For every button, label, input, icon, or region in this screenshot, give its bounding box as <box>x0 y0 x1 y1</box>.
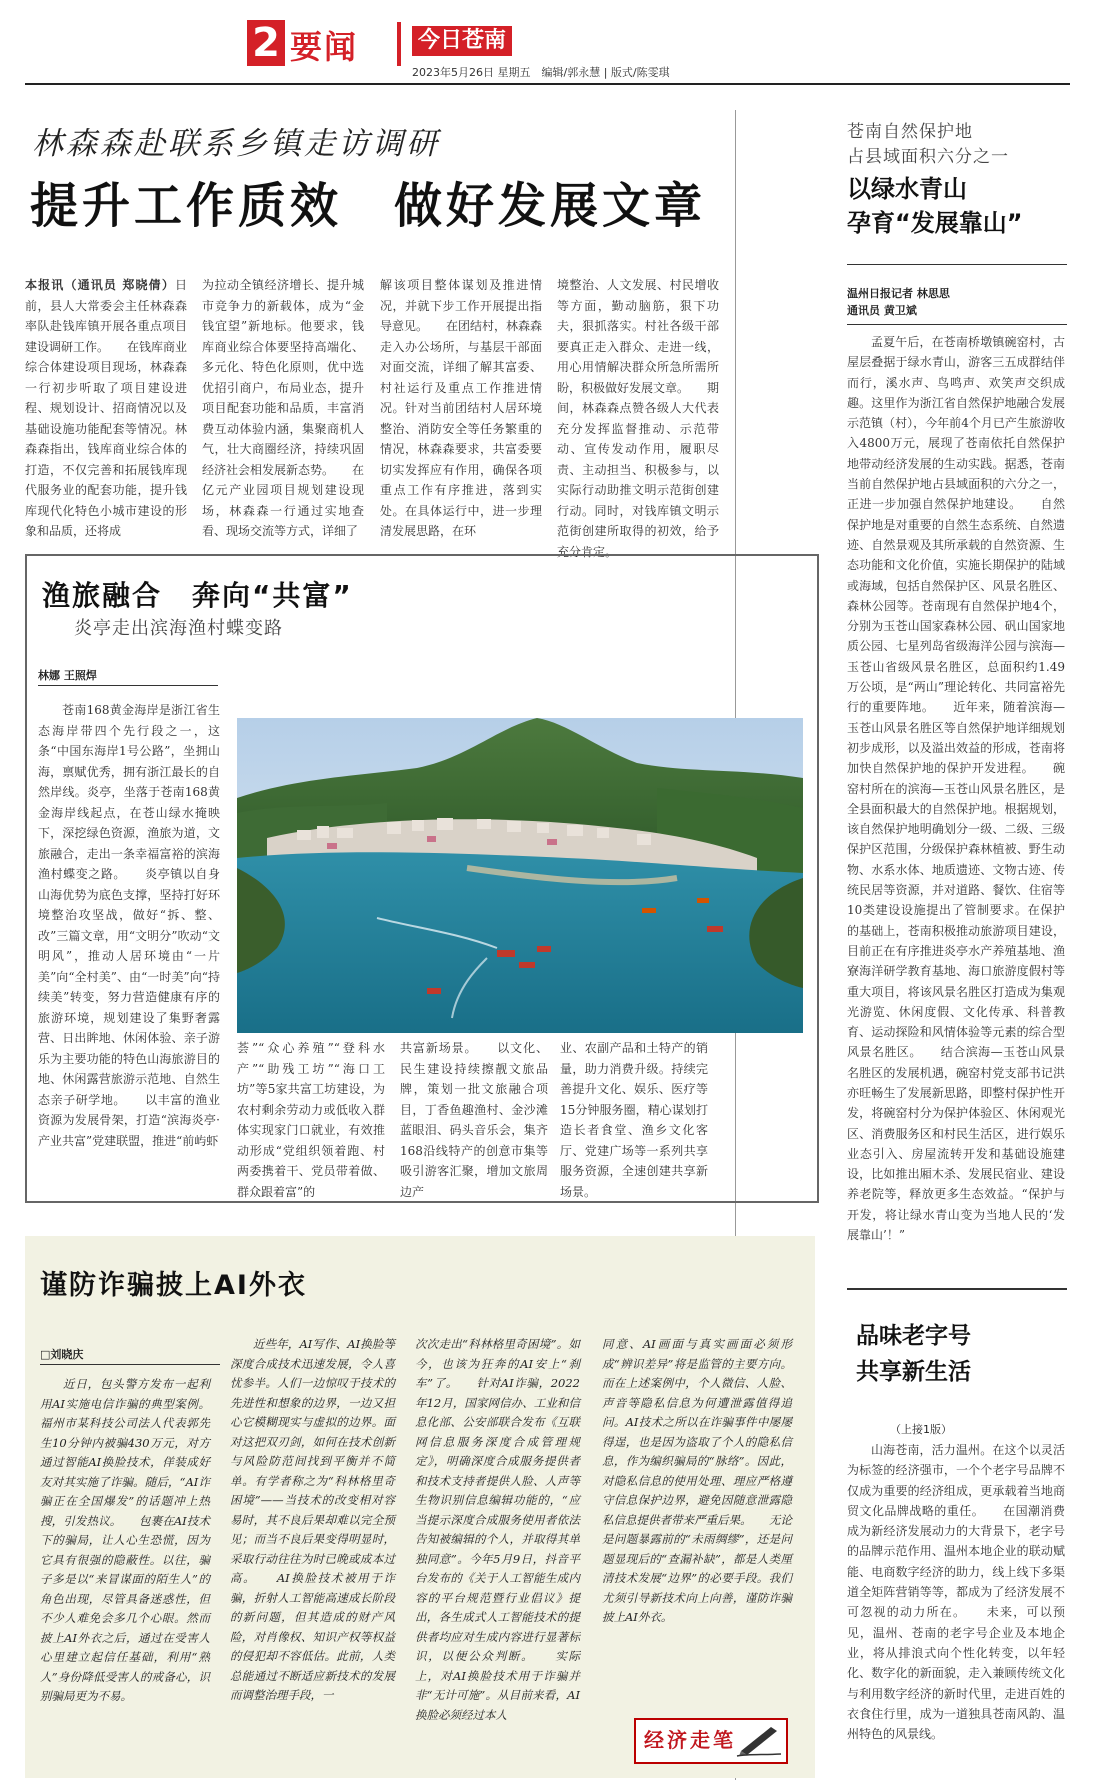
lead-col4-text: 境整治、人文发展、村民增收等方面，勤动脑筋，狠下功夫，狠抓落实。村社各级干部要真正走入群众、走进一线，用心用情解决群众所急所需所盼，积极做好发展文章。 期间，林森森点赞各级人大代表充分发挥监督推动、示范带动、宣传发动作用，履职尽责、主动担当、积极参与，以实际行动助推文明示范街创建行动。同时，对钱库镇文明示范街创建所取得的初效，给予充分肯定。 <box>557 278 720 559</box>
opinion-byline: □刘晓庆 <box>40 1348 84 1361</box>
feature-column-4 <box>560 1038 708 1199</box>
opinion-col2-text: 近些年，AI写作、AI换脸等深度合成技术迅速发展，令人喜忧参半。人们一边惊叹于技术的先进性和想象的边界，一边又担心它模糊现实与虚拟的边界。面对这把双刃剑，如何在技术创新与风险防范间找到平衡并不简单。有学者称之为“科林格里奇困境”——当技术的改变相对容易时，其不良后果却难以完全预见；而当不良后果变得明显时，采取行动往往为时已晚或成本过高。 AI换脸技术被用于诈骗，折射人工智能高速成长阶段的新问题，但其造成的财产风险，对肖像权、知识产权等权益的侵犯却不容低估。此前，人类总能通过不断适应新技术的发展而调整治理手段，一 <box>230 1337 395 1702</box>
side2-body-text: 山海苍南，活力温州。在这个以灵活为标签的经济强市，一个个老字号品牌不仅成为重要的经济组成，更承载着当地商贸文化品牌战略的重任。 在国潮消费成为新经济发展动力的大背景下，老字号的品牌示范作用、温州本地企业的联动赋能、电商数字经济的助力，线上线下多渠道全矩阵营销等等，都成为了经济发展不可忽视的动力所在。 未来，可以预见，温州、苍南的老字号企业及本地企业，将从排浪式向个性化转变，以年轻化、数字化的新面貌，走入兼顾传统文化与利用数字经济的新时代里，走进百姓的衣食住行里，成为一道独具苍南风韵、温州特色的风景线。 <box>847 1443 1065 1742</box>
opinion-byline-rule <box>40 1364 220 1365</box>
feature-col4-text: 业、农副产品和土特产的销量，助力消费升级。持续完善提升文化、娱乐、医疗等15分钟服务圈，精心谋划打造长者食堂、渔乡文化客厅、党建广场等一系列共享服务资源，全速创建共享新场景。 <box>560 1041 708 1199</box>
lead-column-1 <box>25 275 188 538</box>
feature-byline: 林娜 王照焊 <box>38 669 97 682</box>
pen-icon <box>735 1721 783 1757</box>
side1-body-text: 孟夏午后，在苍南桥墩镇碗窑村，古屋层叠据于绿水青山，游客三五成群结伴而行，溪水声、鸟鸣声、欢笑声交织成趣。这里作为浙江省自然保护地融合发展示范镇（村），今年前4个月已产生旅游收入4800万元，展现了苍南依托自然保护地带动经济发展的生动实践。据悉，苍南当前自然保护地占县域面积的六分之一，正进一步加强自然保护地建设。 自然保护地是对重要的自然生态系统、自然遗迹、自然景观及其所承载的自然资源、生态功能和文化价值，实施长期保护的陆域或海域，包括自然保护区、风景名胜区、森林公园等。苍南现有自然保护地4个，分别为玉苍山国家森林公园、矾山国家地质公园、七星列岛省级海洋公园与滨海—玉苍山省级风景名胜区，总面积约1.49万公顷，是“两山”理论转化、共同富裕先行的重要阵地。 近年来，随着滨海—玉苍山风景名胜区等自然保护地详细规划初步成形，以及溢出效益的形成，苍南将加快自然保护地的保护开发进程。 碗窑村所在的滨海—玉苍山风景名胜区，是全县面积最大的自然保护地。根据规划，该自然保护地明确划分一级、二级、三级保护区范围，分级保护森林植被、野生动物、水系水体、地质遗迹、文物古迹、传统民居等资源，并对道路、餐饮、住宿等10类建设设施提出了管制要求。在保护的基础上，苍南积极推动旅游项目建设，目前正在有序推进炎亭水产养殖基地、渔寮海洋研学教育基地、海口旅游度假村等重大项目，将该风景名胜区打造成为集观光游览、休闲度假、文化传承、科普教育、运动探险和风情体验等元素的综合型风景名胜区。 结合滨海—玉苍山风景名胜区的发展机遇，碗窑村党支部书记洪亦旺畅生了发展新思路，即整村保护性开发，将碗窑村分为保护体验区、休闲观光区、消费服务区和村民生活区，进行娱乐业态引入、房屋流转开发和基础设施建设，比如推出厢木杀、发展民宿业、建设养老院等，释放更多生态效益。“保护与开发，将让绿水青山变为当地人民的‘发展靠山’！” <box>847 335 1065 1243</box>
continued-label: （上接1版） <box>890 1423 952 1436</box>
side1-byline: 温州日报记者 林思思 通讯员 黄卫斌 <box>847 287 950 317</box>
opinion-col3-text: 次次走出“科林格里奇困境”。如今，也该为狂奔的AI安上“刹车”了。 针对AI诈骗，2022年12月，国家网信办、工业和信息化部、公安部联合发布《互联网信息服务深度合成管理规定》，明确深度合成服务提供者和技术支持者提供人脸、人声等生物识别信息编辑功能的，“应当提示深度合成服务使用者依法告知被编辑的个人，并取得其单独同意”。今年5月9日，抖音平台发布的《关于人工智能生成内容的平台规范暨行业倡议》提出，各生成式人工智能技术的提供者均应对生成内容进行显著标识，以便公众判断。 实际上，对AI换脸技术用于诈骗并非“无计可施”。从目前来看，AI换脸必须经过本人 <box>415 1337 580 1722</box>
feature-col2-text: 荟”“众心养殖”“登科水产”“助残工坊”“海口工坊”等5家共富工坊建设，为农村剩余劳动力或低收入群体实现家门口就业，有效推动形成“党组织领着跑、村两委携着干、党员带着做、群众跟着富”的 <box>237 1041 385 1199</box>
feature-col3-text: 共富新场景。 以文化、民生建设持续擦靓文旅品牌，策划一批文旅融合项目，丁香鱼趣渔村、金沙滩蓝眼泪、码头音乐会，集齐168沿线特产的创意市集等吸引游客汇聚，增加文旅周边产 <box>400 1041 548 1199</box>
opinion-column-1 <box>40 1375 210 1770</box>
opinion-column-4 <box>602 1335 792 1710</box>
feature-byline-rule <box>38 685 218 686</box>
lead-column-4 <box>557 275 720 559</box>
lead-col2-text: 为拉动全镇经济增长、提升城市竞争力的新载体，成为“金钱宜望”新地标。他要求，钱库商业综合体要坚持高端化、多元化、特色化原则，优中选优招引商户，布局业态，提升项目配套功能和品质，丰富消费互动体验内涵，集聚商机人气，壮大商圈经济，持续巩固经济社会相发展新态势。 在亿元产业园项目规划建设现场，林森森一行通过实地查看、现场交流等方式，详细了 <box>202 278 365 538</box>
lead-col3-text: 解该项目整体谋划及推进情况，并就下步工作开展提出指导意见。 在团结村，林森森走入办公场所，与基层干部面对面交流，详细了解其富委、村社运行及重点工作推进情况。针对当前团结村人居环境整治、消防安全等任务繁重的情况，林森森要求，共富委要切实发挥应有作用，确保各项重点工作有序推进，落到实处。在具体运行中，进一步理清发展思路，在环 <box>380 278 543 538</box>
side1-title: 以绿水青山 孕育“发展靠山” <box>847 175 1023 237</box>
header-rule <box>25 83 1070 85</box>
lead-subtitle: 林森森赴联系乡镇走访调研 <box>32 126 440 162</box>
feature-col1-text: 苍南168黄金海岸是浙江省生态海岸带四个先行段之一，这条“中国东海岸1号公路”，坐拥山海，禀赋优秀，拥有浙江最长的自然岸线。炎亭，坐落于苍南168黄金海岸线起点，在苍山绿水掩映下，深挖绿色资源，渔旅为道，文旅融合，走出一条幸福富裕的滨海渔村蝶变之路。 炎亭镇以自身山海优势为底色支撑，坚持打好环境整治攻坚战，做好“拆、整、改”三篇文章，用“文明分”吹动“文明风”，推动人居环境由“一片美”向“全村美”、由“一时美”向“持续美”转变，努力营造健康有序的旅游环境，规划建设了集野奢露营、日出眸地、休闲体验、亲子游乐为主要功能的特色山海旅游目的地、休闲露营旅游示范地、自然生态亲子研学地。 以丰富的渔业资源为发展骨架，打造“滨海炎亭·产业共富”党建联盟，推进“前屿虾 <box>38 703 220 1148</box>
side-separator <box>847 1288 1067 1290</box>
side1-rule-bottom <box>847 324 1067 325</box>
feature-column-1 <box>38 700 220 1190</box>
opinion-col1-text: 近日，包头警方发布一起利用AI实施电信诈骗的典型案例。福州市某科技公司法人代表郭先生10分钟内被骗430万元，对方通过智能AI换脸技术，佯装成好友对其实施了诈骗。随后，“AI诈骗正在全国爆发”的话题冲上热搜，引发热议。 包裹在AI技术下的骗局，让人心生恐慌，因为它具有很强的隐蔽性。以往，骗子多是以“来冒谋面的陌生人”的角色出现，尽管具备迷惑性，但不少人难免会多几个心眼。然而披上AI外衣之后，通过在受害人心里建立起信任基础，利用“熟人”身份降低受害人的戒备心，识别骗局更为不易。 <box>40 1377 210 1703</box>
lead-column-2 <box>202 275 365 538</box>
opinion-column-3 <box>415 1335 580 1770</box>
opinion-title: 谨防诈骗披上AI外衣 <box>40 1270 307 1301</box>
brand-title: 今日苍南 <box>412 26 512 56</box>
lead-title: 提升工作质效 做好发展文章 <box>30 178 707 234</box>
lead-col1-text: 日前，县人大常委会主任林森森率队赴钱库镇开展各重点项目建设调研工作。 在钱库商业综合体建设项目现场，林森森一行初步听取了项目建设进程、规划设计、招商情况以及基础设施功能配套等情况。林森森指出，钱库商业综合体的打造，不仅完善和拓展钱库现代服务业的配套功能，提升钱库现代化特色小城市建设的形象和品质，还将成 <box>25 278 188 538</box>
coastal-village-photo <box>237 718 803 1033</box>
column-label: 经济走笔 <box>644 1728 736 1752</box>
header-divider <box>397 22 401 66</box>
feature-subtitle: 炎亭走出滨海渔村蝶变路 <box>74 618 283 639</box>
feature-title: 渔旅融合 奔向“共富” <box>42 579 353 612</box>
lead-byline: 本报讯（通讯员 郑晓倩） <box>25 278 175 292</box>
feature-column-3 <box>400 1038 548 1199</box>
section-name: 要闻 <box>290 28 359 66</box>
lead-column-3 <box>380 275 543 538</box>
side1-body <box>847 332 1065 1276</box>
side2-body <box>847 1440 1065 1780</box>
side2-title: 品味老字号 共享新生活 <box>856 1323 971 1385</box>
side1-kicker: 苍南自然保护地 占县域面积六分之一 <box>847 122 1009 167</box>
issue-meta: 2023年5月26日 星期五 编辑/郭永慧 | 版式/陈雯琪 <box>412 66 670 79</box>
opinion-column-2 <box>230 1335 395 1770</box>
feature-column-2 <box>237 1038 385 1199</box>
side1-rule-top <box>847 264 1067 265</box>
opinion-col4-text: 同意、AI画面与真实画面必须形成“辨识差异”将是监管的主要方向。而在上述案例中，个人微信、人脸、声音等隐私信息为何遭泄露值得追问。AI技术之所以在诈骗事件中屡屡得逞，也是因为盗取了个人的隐私信息，作为编织骗局的“脉络”。因此，对隐私信息的使用处理、理应严格遵守信息保护边界，避免因随意泄露隐私信息提供者带来严重后果。 无论是问题暴露前的“未雨绸缪”，还是问题显现后的“查漏补缺”，都是人类厘清技术发展“边界”的必要手段。我们尤须引导新技术向上向善，谨防诈骗披上AI外衣。 <box>602 1337 792 1624</box>
page-number: 2 <box>247 20 285 66</box>
